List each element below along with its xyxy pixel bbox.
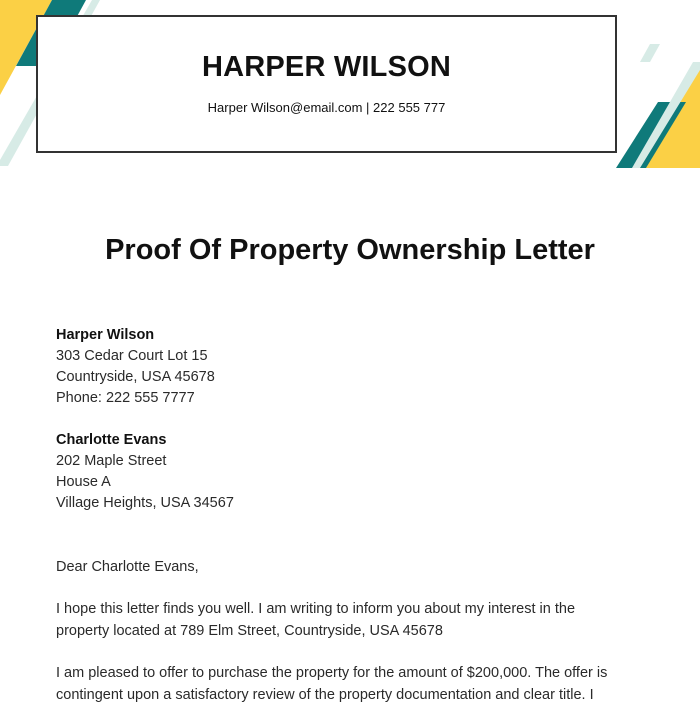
letterhead-name: HARPER WILSON — [201, 51, 452, 83]
salutation — [56, 556, 636, 578]
paragraph-1-line-2: property located at 789 Elm Street, Countryside, USA 45678 — [56, 623, 443, 639]
paragraph-2 — [56, 662, 636, 706]
sender-phone: Phone: 222 555 7777 — [56, 390, 195, 406]
recipient-address-line-1: 202 Maple Street — [56, 453, 167, 469]
letterhead — [36, 15, 617, 153]
recipient-address-block — [56, 430, 234, 514]
document-title: Proof Of Property Ownership Letter — [105, 234, 595, 266]
sender-name: Harper Wilson — [56, 327, 155, 343]
recipient-address-line-2: House A — [56, 474, 111, 490]
top-right-teal-stripe — [616, 102, 686, 168]
sender-address-line-2: Countryside, USA 45678 — [56, 369, 215, 385]
salutation-text: Dear Charlotte Evans, — [56, 559, 199, 575]
recipient-name: Charlotte Evans — [56, 432, 167, 448]
recipient-address-line-3: Village Heights, USA 34567 — [56, 495, 234, 511]
paragraph-1-line-1: I hope this letter finds you well. I am writing to inform you about my interest in the — [56, 601, 576, 617]
top-right-mint-dash — [640, 44, 660, 62]
top-right-yellow-stripe — [644, 66, 700, 168]
paragraph-2-line-2: contingent upon a satisfactory review of the property documentation and clear title. I — [56, 687, 594, 703]
sender-address-line-1: 303 Cedar Court Lot 15 — [56, 348, 208, 364]
sender-address-block — [56, 325, 215, 409]
paragraph-1 — [56, 598, 636, 642]
paragraph-2-line-1: I am pleased to offer to purchase the property for the amount of $200,000. The offer is — [56, 665, 608, 681]
top-right-mint-line — [632, 62, 700, 168]
letterhead-contact: Harper Wilson@email.com | 222 555 777 — [207, 100, 446, 115]
